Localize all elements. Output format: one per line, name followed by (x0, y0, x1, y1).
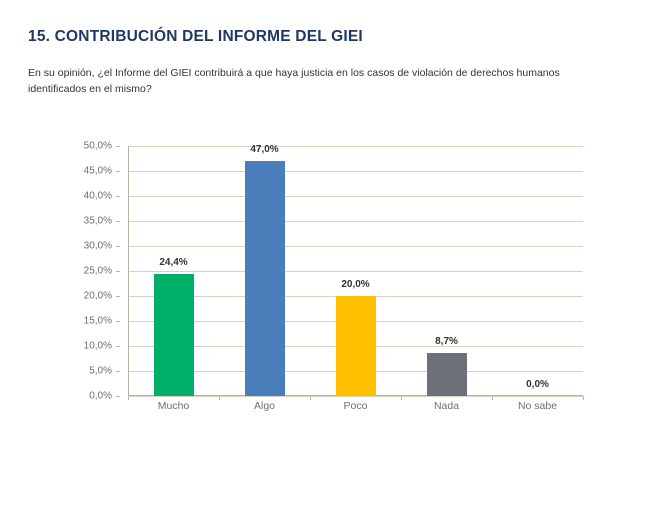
gridline (128, 396, 583, 397)
y-axis-tick (116, 196, 120, 197)
y-axis-tick-label: 45,0% (83, 165, 112, 177)
page-title: 15. CONTRIBUCIÓN DEL INFORME DEL GIEI (28, 28, 363, 45)
y-axis-tick (116, 271, 120, 272)
bar-value-label: 20,0% (341, 279, 370, 290)
y-axis-tick (116, 321, 120, 322)
y-axis-tick (116, 296, 120, 297)
y-axis-labels (28, 140, 120, 402)
x-axis-tick-label: Algo (253, 400, 275, 412)
bar-value-label: 24,4% (159, 257, 188, 268)
bar-value-label: 47,0% (250, 144, 279, 155)
y-axis-tick (116, 246, 120, 247)
y-axis-tick-label: 35,0% (83, 215, 112, 227)
y-axis-tick (116, 371, 120, 372)
plot-area (128, 146, 583, 396)
bar-column (219, 146, 310, 396)
bar[interactable] (336, 279, 376, 396)
x-axis-tick (583, 396, 584, 400)
x-axis-tick-label: No sabe (517, 400, 558, 412)
bars-container (128, 146, 583, 396)
bar-column (128, 146, 219, 396)
bar-chart (28, 128, 628, 438)
y-axis-tick-label: 0,0% (89, 390, 112, 402)
x-axis-tick-label: Mucho (157, 400, 190, 412)
y-axis-tick-label: 50,0% (83, 140, 112, 152)
x-axis-tick-label: Poco (343, 400, 368, 412)
y-axis-tick (116, 171, 120, 172)
bar-value-label: 8,7% (435, 335, 458, 347)
y-axis-tick-label: 30,0% (83, 240, 112, 252)
question-text: En su opinión, ¿el Informe del GIEI contribuirá a que haya justicia en los casos de violación de derechos humanos identificados en el mismo? (28, 67, 560, 95)
y-axis-tick (116, 221, 120, 222)
y-axis-tick-label: 15,0% (83, 315, 112, 327)
bar-column (401, 146, 492, 396)
y-axis-tick (116, 396, 120, 397)
y-axis-tick (116, 346, 120, 347)
y-axis-tick (116, 146, 120, 147)
y-axis-tick-label: 5,0% (89, 365, 112, 377)
bar[interactable] (154, 257, 194, 396)
y-axis-tick-label: 40,0% (83, 190, 112, 202)
bar-value-label: 0,0% (526, 379, 549, 390)
bar-column (310, 146, 401, 396)
y-axis-tick-label: 10,0% (83, 340, 112, 352)
bar[interactable] (427, 335, 467, 397)
bar-column (492, 146, 583, 396)
y-axis-tick-label: 20,0% (83, 290, 112, 302)
y-axis-tick-label: 25,0% (83, 265, 112, 277)
x-axis-tick-label: Nada (433, 400, 460, 412)
bar[interactable] (245, 144, 285, 396)
x-axis-labels (128, 400, 583, 412)
